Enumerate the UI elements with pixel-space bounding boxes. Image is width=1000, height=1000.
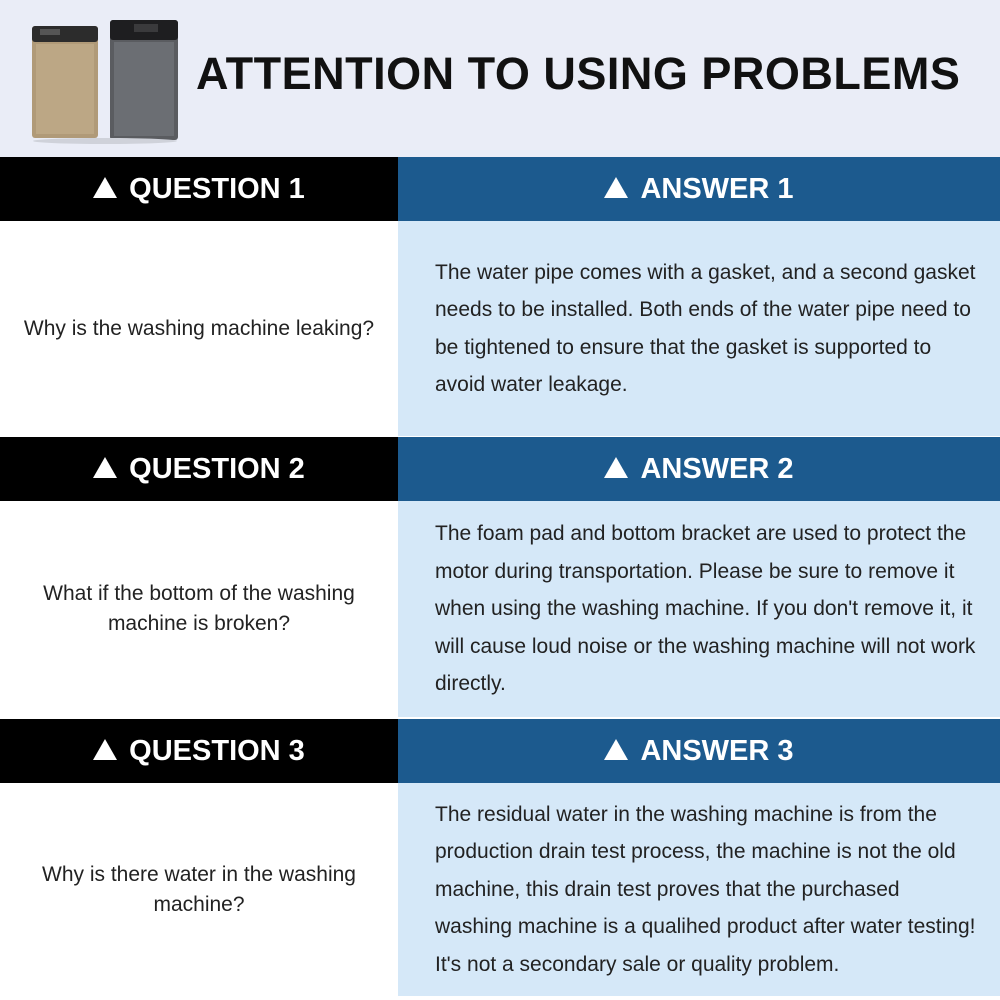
qa-header-row-1 bbox=[0, 157, 1000, 221]
answer-bar-2 bbox=[398, 437, 1000, 501]
triangle-icon bbox=[604, 739, 628, 760]
question-text-3: Why is there water in the washing machine? bbox=[42, 862, 356, 916]
qa-body-row-1 bbox=[0, 221, 1000, 436]
question-label-1: QUESTION 1 bbox=[129, 172, 305, 205]
answer-text-3: The residual water in the washing machine is from the production drain test process, the machine is not the old machine, this drain test proves that the purchased washing machine is a qualihed product after water testing! It's not a secondary sale or quality problem. bbox=[398, 783, 1000, 996]
qa-body-row-3 bbox=[0, 783, 1000, 996]
answer-label-2: ANSWER 2 bbox=[640, 452, 794, 485]
answer-text-1: The water pipe comes with a gasket, and a second gasket needs to be installed. Both ends of the water pipe need to be tightened to ensure that the gasket is supported to avoid water leakage. bbox=[398, 221, 1000, 436]
question-text-2: What if the bottom of the washing machine is broken? bbox=[43, 582, 355, 635]
washing-machines-image bbox=[30, 20, 180, 145]
question-text-1: Why is the washing machine leaking? bbox=[23, 316, 375, 340]
question-label-2: QUESTION 2 bbox=[129, 452, 305, 485]
answer-bar-3 bbox=[398, 719, 1000, 783]
triangle-icon bbox=[93, 739, 117, 760]
answer-label-1: ANSWER 1 bbox=[640, 172, 794, 205]
question-bar-1 bbox=[0, 157, 398, 221]
answer-label-3: ANSWER 3 bbox=[640, 734, 794, 767]
page-title: ATTENTION TO USING PROBLEMS bbox=[196, 48, 961, 99]
question-bar-3 bbox=[0, 719, 398, 783]
answer-text-2: The foam pad and bottom bracket are used to protect the motor during transportation. Please be sure to remove it when using the washing machine. If you don't remove it, it will cause loud noise or the washing machine will not work directly. bbox=[398, 501, 1000, 717]
triangle-icon bbox=[604, 457, 628, 478]
triangle-icon bbox=[604, 177, 628, 198]
question-label-3: QUESTION 3 bbox=[129, 734, 305, 767]
triangle-icon bbox=[93, 457, 117, 478]
header bbox=[0, 0, 1000, 157]
question-bar-2 bbox=[0, 437, 398, 501]
triangle-icon bbox=[93, 177, 117, 198]
qa-header-row-2 bbox=[0, 437, 1000, 501]
answer-bar-1 bbox=[398, 157, 1000, 221]
qa-header-row-3 bbox=[0, 719, 1000, 783]
qa-body-row-2 bbox=[0, 501, 1000, 717]
